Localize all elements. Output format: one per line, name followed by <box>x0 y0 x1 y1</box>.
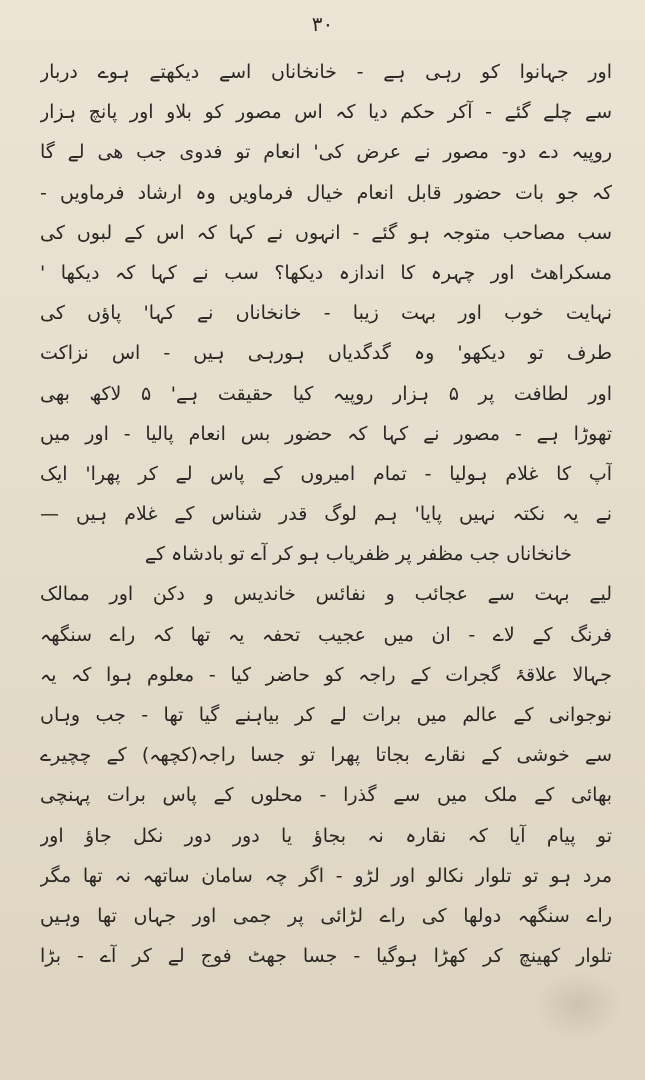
text-line: نوجوانی کے عالم میں برات لے کر بیاہنے گیا تھا - جب وہاں <box>40 704 612 726</box>
text-line: مرد ہو تو تلوار نکالو اور لڑو - اگر چہ سامان ساتھہ نہ تھا مگر <box>40 864 612 887</box>
text-line: سے چلے گئے - آکر حکم دیا کہ اس مصور کو بلاو اور پانچ ہزار <box>40 101 612 124</box>
paragraph-start-line: خانخاناں جب مظفر پر ظفریاب ہو کر آے تو بادشاہ کے <box>144 543 572 566</box>
text-line: اور جہانوا کو رہی ہے - خانخاناں اسے دیکھتے ہوے دربار <box>40 61 612 83</box>
text-line: نے یہ نکتہ نہیں پایا' ہم لوگ قدر شناس کے غلام ہیں — <box>40 503 612 526</box>
text-line: نہایت خوب اور بہت زیبا - خانخاناں نے کہا' پاؤں کی <box>40 302 612 325</box>
text-line: تھوڑا ہے - مصور نے کہا کہ حضور بس انعام پالیا - اور میں <box>40 422 612 445</box>
text-line: سب مصاحب متوجہ ہو گئے - انہوں نے کہا کہ اس کے لبوں کی <box>40 221 612 244</box>
text-line: لیے بہت سے عجائب و نفائس خاندیس و دکن اور ممالک <box>40 583 612 606</box>
text-line: فرنگ کے لاے - ان میں عجیب تحفہ یہ تھا کہ راے سنگھہ <box>40 623 612 646</box>
text-line: کہ جو بات حضور قابل انعام خیال فرماویں وہ ارشاد فرماویں - <box>40 181 612 204</box>
body-text <box>40 52 612 976</box>
text-line: سے خوشی کے نقارے بجاتا پھرا تو جسا راجہ(کچھہ) کے چچیرے <box>40 744 612 767</box>
text-line: راے سنگھہ دولھا کی راے لڑائی پر جمی اور جہاں تھا وہیں <box>40 904 612 927</box>
text-line: بھائی کے ملک میں سے گذرا - محلوں کے پاس برات پہنچی <box>40 784 612 807</box>
text-line: اور لطافت پر ۵ ہزار روپیہ کیا حقیقت ہے' ۵ لاکھ بھی <box>40 382 612 405</box>
text-line: جہالا علاقۂ گجرات کے راجہ کو حاضر کیا - معلوم ہوا کہ یہ <box>40 663 612 686</box>
text-line: آپ کا غلام ہولیا - تمام امیروں کے پاس لے کر پھرا' ایک <box>40 462 612 485</box>
paper-stain <box>533 970 623 1040</box>
text-line: تو پیام آیا کہ نقارہ نہ بجاؤ یا دور دور نکل جاؤ اور <box>40 824 612 847</box>
text-line: مسکراهٹ اور چہرہ کا اندازہ دیکھا؟ سب نے کہا کہ دیکھا ' <box>40 261 612 284</box>
text-line: طرف تو دیکھو' وہ گدگدیاں ہورہی ہیں - اس نزاکت <box>40 342 612 365</box>
text-line: روپیہ دے دو- مصور نے عرض کی' انعام تو فدوی جب ھی لے گا <box>40 141 612 164</box>
page-number: ۳۰ <box>311 12 334 36</box>
text-line: تلوار کھینچ کر کھڑا ہوگیا - جسا جھٹ فوج لے کر آے - بڑا <box>40 945 612 968</box>
